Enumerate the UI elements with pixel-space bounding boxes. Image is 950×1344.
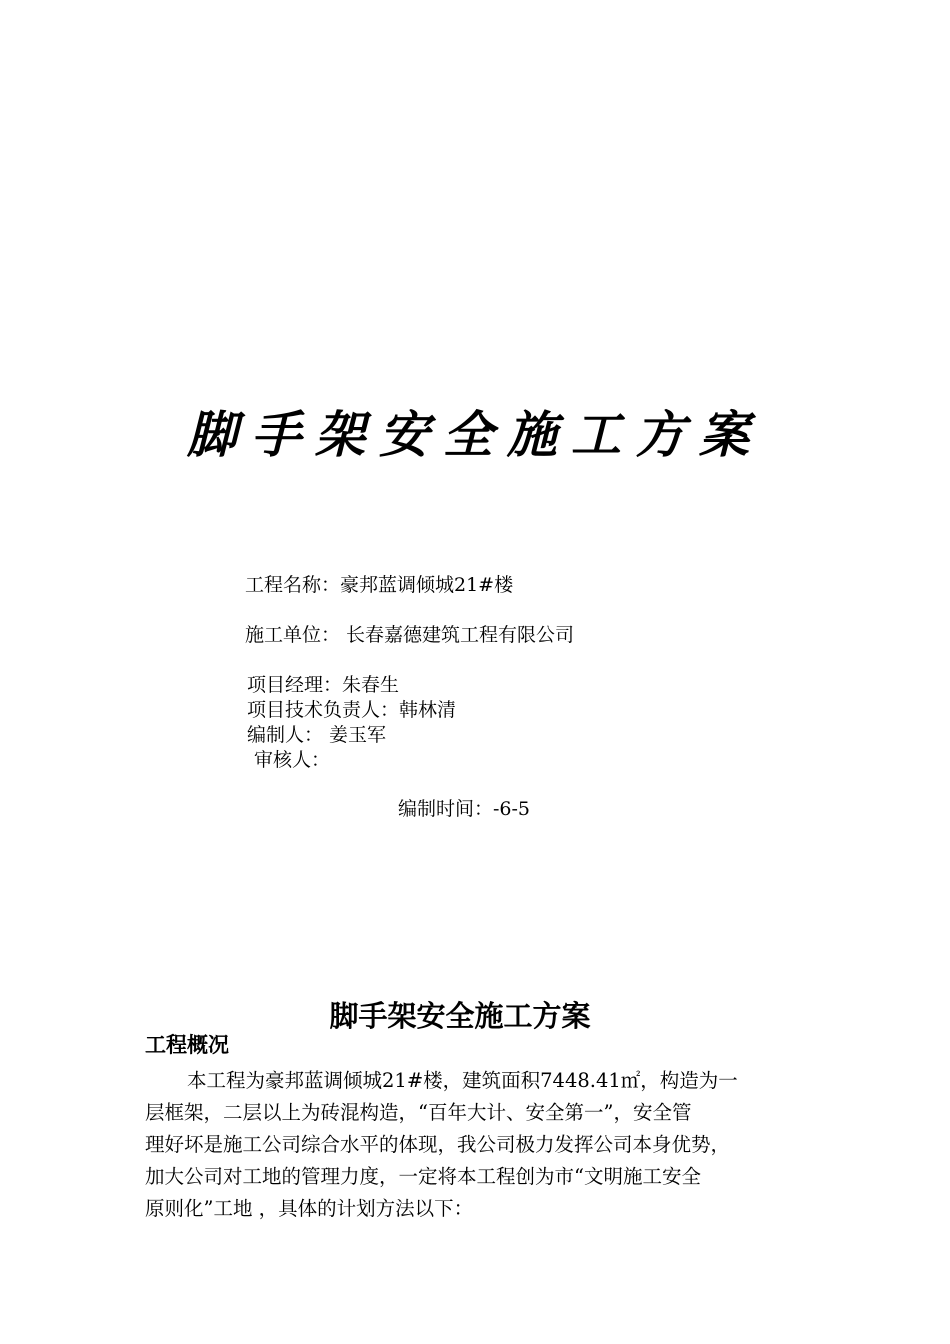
paragraph-line: 加大公司对工地的管理力度，一定将本工程创为市“文明施工安全 xyxy=(145,1165,701,1188)
section-heading-overview: 工程概况 xyxy=(145,1033,229,1057)
contractor-line: 施工单位： 长春嘉德建筑工程有限公司 xyxy=(245,624,575,646)
paragraph-line: 本工程为豪邦蓝调倾城21#楼，建筑面积7448.41㎡，构造为一 xyxy=(187,1069,738,1092)
paragraph-line: 理好坏是施工公司综合水平的体现，我公司极力发挥公司本身优势， xyxy=(145,1133,731,1156)
document-title: 脚手架安全施工方案 xyxy=(329,999,591,1033)
project-name-line: 工程名称：豪邦蓝调倾城21#楼 xyxy=(245,574,514,596)
cover-title: 脚手架安全施工方案 xyxy=(187,405,763,464)
project-manager-line: 项目经理：朱春生 xyxy=(247,674,400,696)
reviewer-line: 审核人： xyxy=(254,749,331,771)
paragraph-line: 原则化”工地 ，具体的计划方法以下： xyxy=(145,1197,474,1220)
tech-lead-line: 项目技术负责人：韩林清 xyxy=(247,699,457,721)
compile-date-line: 编制时间：-6-5 xyxy=(398,798,531,820)
compiler-line: 编制人： 姜玉军 xyxy=(247,724,387,746)
paragraph-line: 层框架，二层以上为砖混构造，“百年大计、安全第一”，安全管 xyxy=(145,1101,692,1124)
